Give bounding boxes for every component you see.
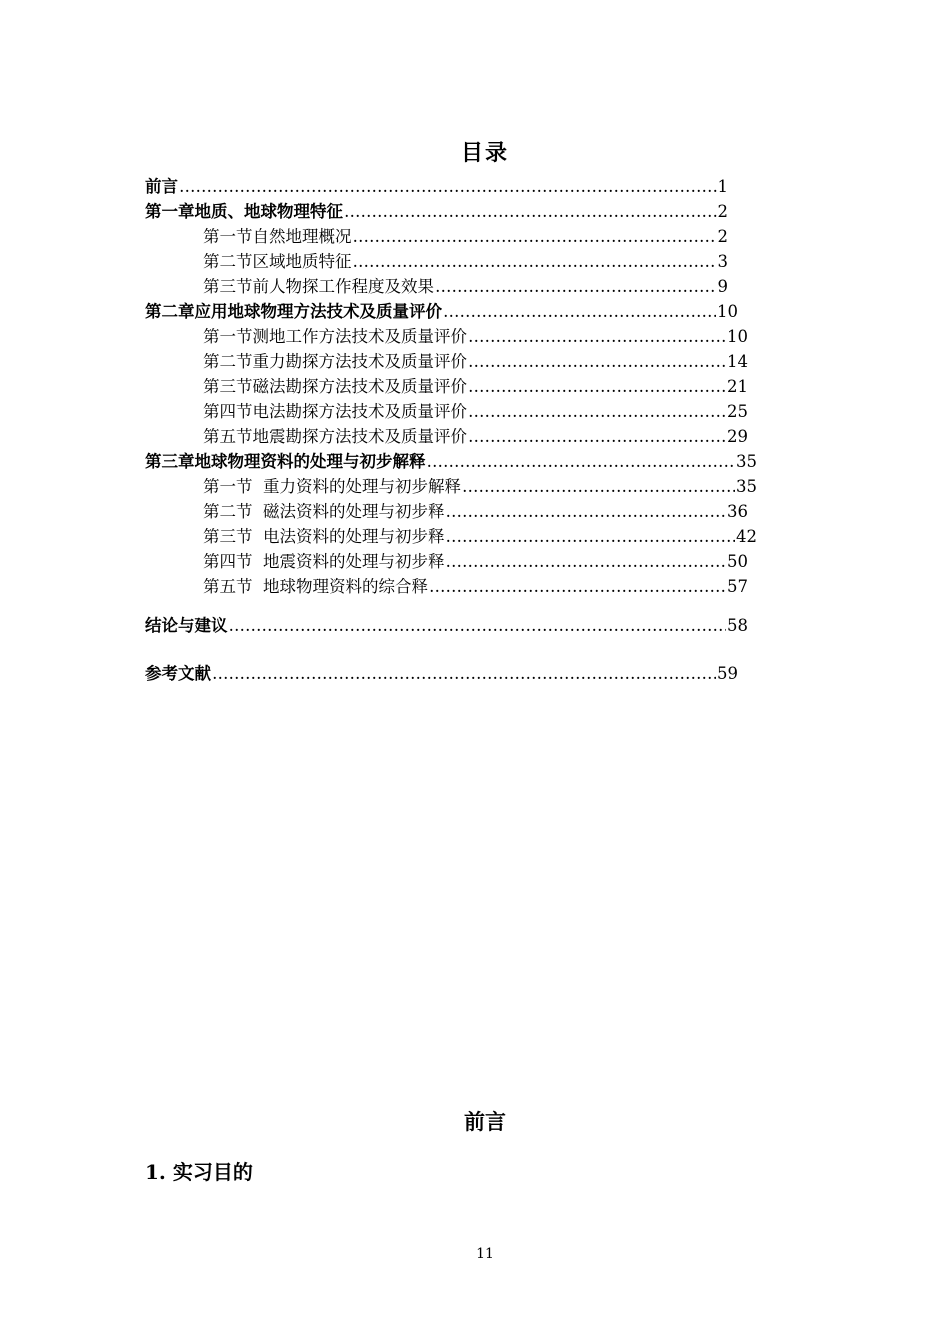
dot-leader (212, 662, 716, 686)
dot-leader (353, 250, 717, 274)
toc-entry-label: 第五节地震勘探方法技术及质量评价 (203, 427, 467, 446)
toc-entry-page: 29 (727, 427, 748, 446)
toc-entry-label: 第二节重力勘探方法技术及质量评价 (203, 352, 467, 371)
toc-entry-page: 35 (736, 452, 757, 471)
toc-entry-page: 3 (717, 252, 728, 271)
dot-leader (427, 450, 736, 474)
toc-entry-section-1-1[interactable] (203, 225, 728, 249)
dot-leader (446, 525, 736, 549)
toc-entry-label: 第五节 地球物理资料的综合释 (203, 577, 428, 596)
dot-leader (446, 550, 727, 574)
toc-entry-page: 25 (727, 402, 748, 421)
toc-entry-label: 第一章地质、地球物理特征 (145, 202, 343, 221)
dot-leader (429, 575, 726, 599)
toc-entry-page: 10 (727, 327, 748, 346)
dot-leader (468, 375, 726, 399)
toc-entry-page: 59 (717, 664, 738, 683)
toc-entry-label: 第四节 地震资料的处理与初步释 (203, 552, 445, 571)
toc-entry-page: 35 (736, 477, 757, 496)
toc-entry-page: 42 (736, 527, 757, 546)
toc-entry-section-2-2[interactable] (203, 350, 748, 374)
toc-entry-section-2-4[interactable] (203, 400, 748, 424)
toc-entry-label: 参考文献 (145, 664, 211, 683)
toc-entry-page: 21 (727, 377, 748, 396)
dot-leader (443, 300, 716, 324)
toc-entry-conclusion[interactable] (145, 614, 748, 638)
toc-entry-section-2-1[interactable] (203, 325, 748, 349)
toc-entry-label: 第三节磁法勘探方法技术及质量评价 (203, 377, 467, 396)
toc-entry-section-3-5[interactable] (203, 575, 748, 599)
dot-leader (446, 500, 727, 524)
toc-entry-section-3-2[interactable] (203, 500, 748, 524)
toc-entry-label: 第一节自然地理概况 (203, 227, 352, 246)
dot-leader (229, 614, 727, 638)
toc-title: 目录 (460, 140, 509, 166)
dot-leader (353, 225, 717, 249)
toc-entry-section-1-2[interactable] (203, 250, 728, 274)
dot-leader (462, 475, 735, 499)
toc-entry-page: 2 (717, 202, 728, 221)
toc-entry-section-2-5[interactable] (203, 425, 748, 449)
preface-title: 前言 (464, 1109, 506, 1134)
toc-entry-section-3-1[interactable] (203, 475, 757, 499)
toc-entry-label: 第三节 电法资料的处理与初步释 (203, 527, 445, 546)
toc-entry-label: 第三节前人物探工作程度及效果 (203, 277, 434, 296)
dot-leader (468, 350, 726, 374)
toc-entry-page: 57 (727, 577, 748, 596)
toc-entry-label: 第二节 磁法资料的处理与初步释 (203, 502, 445, 521)
dot-leader (344, 200, 717, 224)
toc-entry-label: 第四节电法勘探方法技术及质量评价 (203, 402, 467, 421)
dot-leader (435, 275, 717, 299)
page-number: 11 (476, 1246, 494, 1262)
toc-entry-references[interactable] (145, 662, 738, 686)
toc-entry-label: 第二章应用地球物理方法技术及质量评价 (145, 302, 442, 321)
toc-entry-section-2-3[interactable] (203, 375, 748, 399)
dot-leader (468, 325, 726, 349)
toc-entry-chapter-1[interactable] (145, 200, 728, 224)
toc-entry-label: 第二节区域地质特征 (203, 252, 352, 271)
toc-entry-label: 第三章地球物理资料的处理与初步解释 (145, 452, 426, 471)
toc-entry-page: 2 (717, 227, 728, 246)
toc-entry-label: 结论与建议 (145, 616, 228, 635)
dot-leader (468, 400, 726, 424)
toc-entry-page: 9 (717, 277, 728, 296)
toc-entry-section-3-3[interactable] (203, 525, 757, 549)
toc-entry-label: 前言 (145, 177, 178, 196)
dot-leader (468, 425, 726, 449)
toc-entry-page: 1 (717, 177, 728, 196)
toc-entry-chapter-2[interactable] (145, 300, 738, 324)
toc-entry-preface[interactable] (145, 175, 728, 199)
section-heading: 1. 实习目的 (145, 1160, 253, 1184)
dot-leader (179, 175, 717, 199)
toc-entry-page: 50 (727, 552, 748, 571)
toc-entry-label: 第一节 重力资料的处理与初步解释 (203, 477, 461, 496)
toc-entry-page: 58 (727, 616, 748, 635)
toc-entry-section-3-4[interactable] (203, 550, 748, 574)
toc-entry-section-1-3[interactable] (203, 275, 728, 299)
toc-entry-page: 14 (727, 352, 748, 371)
toc-entry-page: 10 (717, 302, 738, 321)
toc-entry-label: 第一节测地工作方法技术及质量评价 (203, 327, 467, 346)
toc-entry-page: 36 (727, 502, 748, 521)
toc-entry-chapter-3[interactable] (145, 450, 757, 474)
